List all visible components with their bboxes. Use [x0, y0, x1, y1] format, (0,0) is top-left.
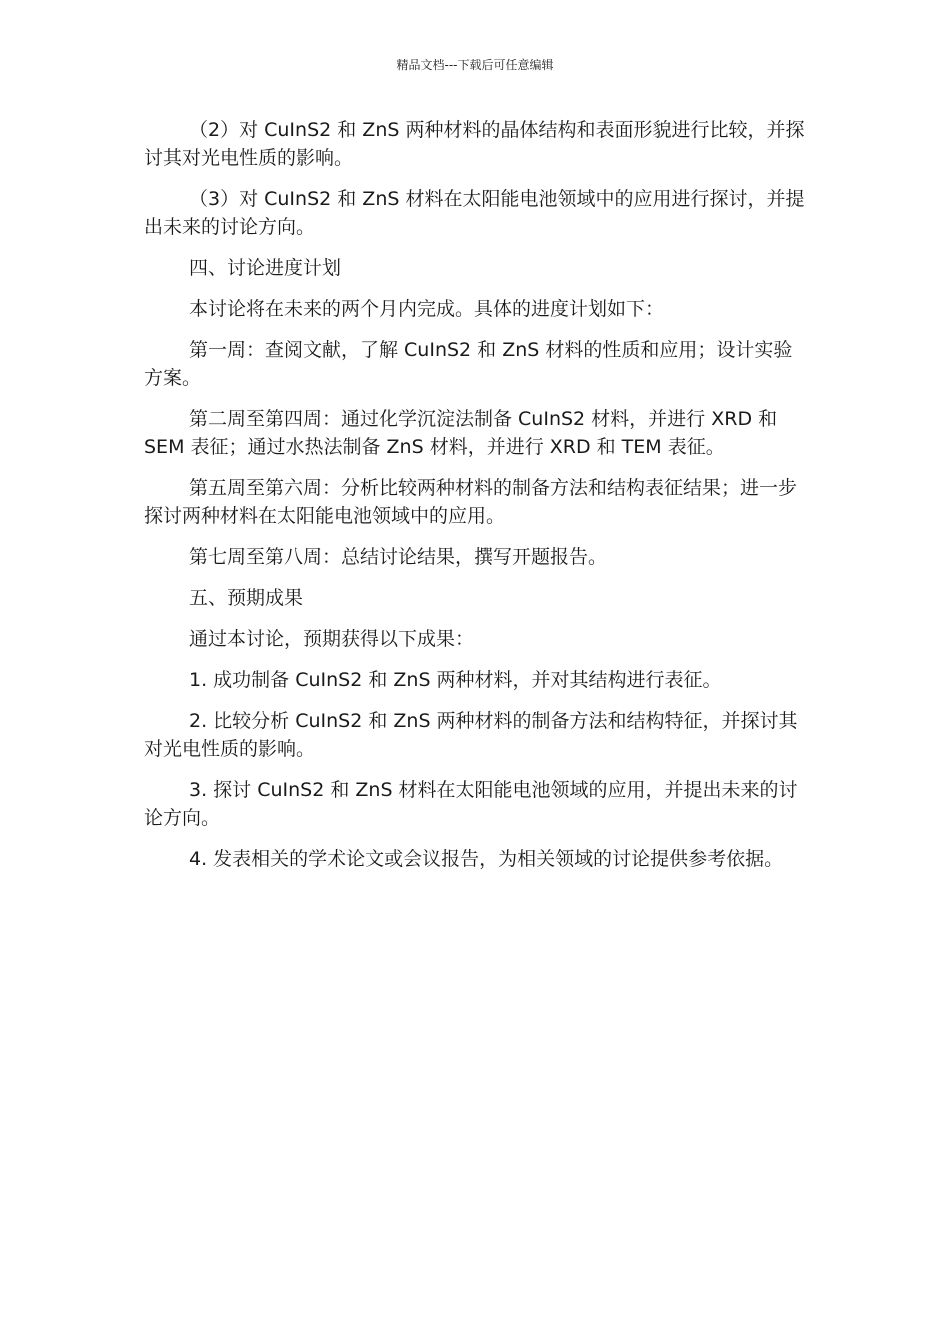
- paragraph-result-1: 1. 成功制备 CuInS2 和 ZnS 两种材料，并对其结构进行表征。: [189, 669, 722, 691]
- paragraph-week-7-8: 第七周至第八周：总结讨论结果，撰写开题报告。: [189, 546, 608, 568]
- paragraph-week-2-4: 第二周至第四周：通过化学沉淀法制备 CuInS2 材料，并进行 XRD 和 SEM 表征；通过水热法制备 ZnS 材料，并进行 XRD 和 TEM 表征。: [144, 408, 778, 458]
- paragraph-result-2: 2. 比较分析 CuInS2 和 ZnS 两种材料的制备方法和结构特征，并探讨其对光电性质的影响。: [144, 710, 798, 760]
- paragraph-schedule-intro: 本讨论将在未来的两个月内完成。具体的进度计划如下：: [189, 298, 665, 320]
- paragraph-objective-3: （3）对 CuInS2 和 ZnS 材料在太阳能电池领域中的应用进行探讨，并提出未来的讨论方向。: [144, 188, 805, 238]
- paragraph-objective-2: （2）对 CuInS2 和 ZnS 两种材料的晶体结构和表面形貌进行比较，并探讨其对光电性质的影响。: [144, 119, 805, 169]
- page-header: 精品文档---下载后可任意编辑: [396, 58, 554, 72]
- paragraph-week-5-6: 第五周至第六周：分析比较两种材料的制备方法和结构表征结果；进一步探讨两种材料在太阳能电池领域中的应用。: [144, 477, 798, 527]
- paragraph-results-intro: 通过本讨论，预期获得以下成果：: [189, 628, 475, 650]
- paragraph-result-4: 4. 发表相关的学术论文或会议报告，为相关领域的讨论提供参考依据。: [189, 848, 784, 870]
- paragraph-week-1: 第一周：查阅文献，了解 CuInS2 和 ZnS 材料的性质和应用；设计实验方案。: [144, 339, 793, 389]
- paragraph-result-3: 3. 探讨 CuInS2 和 ZnS 材料在太阳能电池领域的应用，并提出未来的讨论方向。: [144, 779, 798, 829]
- section-heading-expected-results: 五、预期成果: [189, 587, 304, 609]
- section-heading-schedule: 四、讨论进度计划: [189, 257, 342, 279]
- document-body: [144, 116, 806, 886]
